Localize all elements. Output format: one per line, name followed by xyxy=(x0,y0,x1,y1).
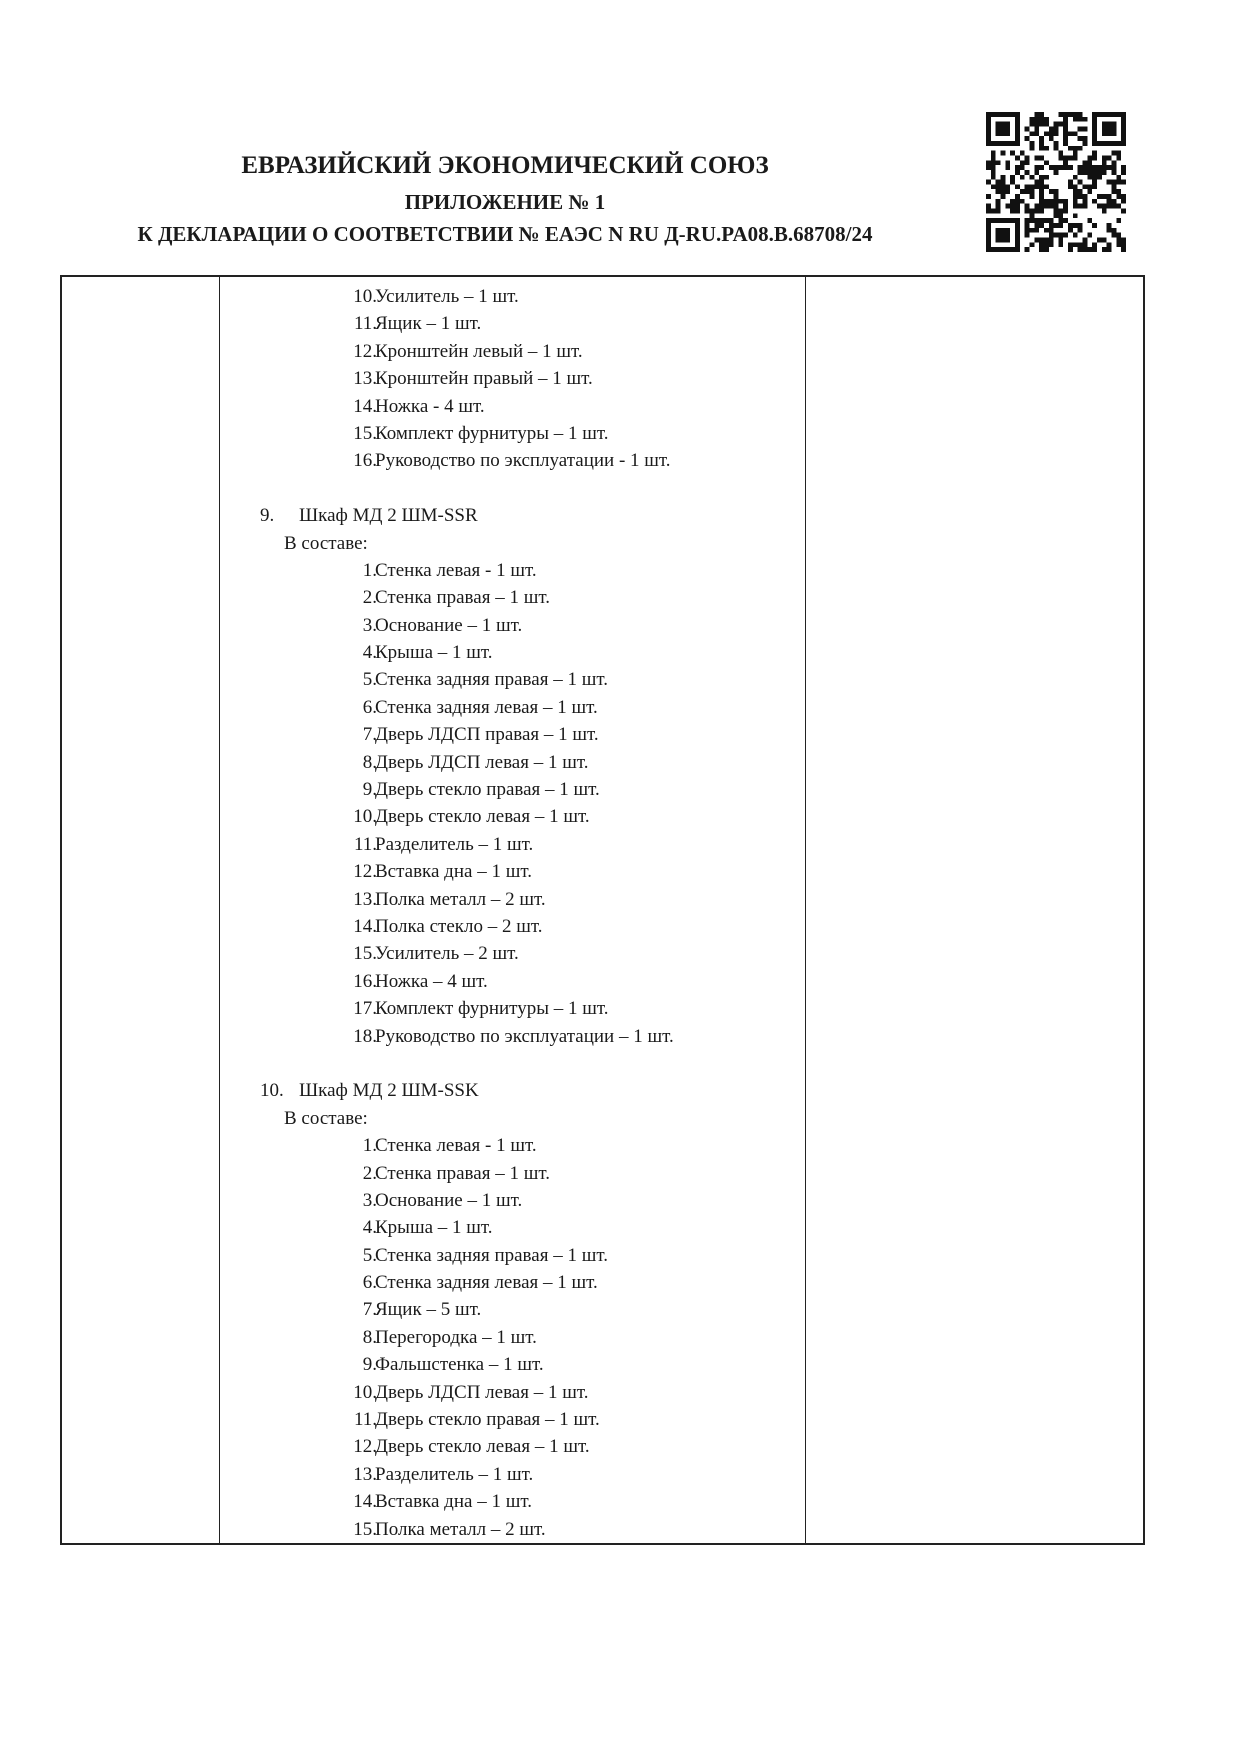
item-number: 13. xyxy=(353,1463,377,1485)
item-text: Стенка задняя левая – 1 шт. xyxy=(375,696,598,718)
components-table xyxy=(60,275,1145,1545)
list-item xyxy=(62,803,1143,830)
list-item xyxy=(62,1433,1143,1460)
item-text: Ящик – 5 шт. xyxy=(375,1299,482,1321)
item-text: Дверь стекло левая – 1 шт. xyxy=(375,1436,590,1458)
item-text: Основание – 1 шт. xyxy=(375,1189,523,1211)
item-number: 12. xyxy=(353,340,377,362)
item-text: Руководство по эксплуатации - 1 шт. xyxy=(375,450,671,472)
item-number: 10. xyxy=(353,286,377,307)
list-item xyxy=(62,1296,1143,1323)
list-item xyxy=(62,584,1143,611)
list-item xyxy=(62,1488,1143,1515)
item-text: Дверь стекло левая – 1 шт. xyxy=(375,806,590,828)
item-number: 4. xyxy=(362,1217,377,1239)
list-item xyxy=(62,557,1143,584)
item-text: Стенка левая - 1 шт. xyxy=(375,1135,537,1157)
item-number: 11. xyxy=(353,1409,377,1431)
item-number: 4. xyxy=(362,642,377,664)
item-text: Вставка дна – 1 шт. xyxy=(375,1491,532,1513)
item-number: 1. xyxy=(362,559,377,581)
appendix-title: ПРИЛОЖЕНИЕ № 1 xyxy=(404,190,606,214)
qr-code-icon xyxy=(986,112,1126,252)
list-item xyxy=(62,995,1143,1022)
item-text: Ножка – 4 шт. xyxy=(375,970,488,992)
item-number: 11. xyxy=(353,313,377,335)
item-text: Дверь стекло правая – 1 шт. xyxy=(375,1409,600,1431)
item-text: Стенка правая – 1 шт. xyxy=(375,1162,550,1184)
item-number: 12. xyxy=(353,861,377,883)
item-number: 10. xyxy=(353,1381,377,1403)
item-text: Стенка правая – 1 шт. xyxy=(375,587,550,609)
item-text: Комплект фурнитуры – 1 шт. xyxy=(375,998,609,1020)
item-number: 6. xyxy=(362,1272,377,1294)
list-item xyxy=(62,393,1143,420)
item-text: Дверь ЛДСП левая – 1 шт. xyxy=(375,751,589,773)
item-text: Ножка - 4 шт. xyxy=(375,395,485,417)
list-item xyxy=(62,694,1143,721)
item-text: Полка металл – 2 шт. xyxy=(375,1518,546,1540)
list-item xyxy=(62,612,1143,639)
declaration-number: К ДЕКЛАРАЦИИ О СООТВЕТСТВИИ № ЕАЭС N RU Д-RU.PA08.B.68708/24 xyxy=(137,222,873,246)
item-number: 9. xyxy=(362,1354,377,1376)
list-item xyxy=(62,886,1143,913)
union-title: ЕВРАЗИЙСКИЙ ЭКОНОМИЧЕСКИЙ СОЮЗ xyxy=(241,152,769,179)
list-item xyxy=(62,831,1143,858)
list-item xyxy=(62,1406,1143,1433)
list-item xyxy=(62,1214,1143,1241)
item-number: 18. xyxy=(353,1025,377,1047)
item-number: 13. xyxy=(353,888,377,910)
section-label xyxy=(62,1105,1143,1132)
item-text: Комплект фурнитуры – 1 шт. xyxy=(375,422,609,444)
item-number: 6. xyxy=(362,696,377,718)
item-number: 3. xyxy=(362,614,377,636)
item-text: Дверь стекло правая – 1 шт. xyxy=(375,779,600,801)
list-item xyxy=(62,1242,1143,1269)
item-text: Стенка задняя левая – 1 шт. xyxy=(375,1272,598,1294)
item-number: 2. xyxy=(362,587,377,609)
item-text: Дверь ЛДСП левая – 1 шт. xyxy=(375,1381,589,1403)
list-item xyxy=(62,420,1143,447)
item-text: Разделитель – 1 шт. xyxy=(375,1463,534,1485)
list-item xyxy=(62,338,1143,365)
list-item xyxy=(62,1516,1143,1543)
item-text: Кронштейн левый – 1 шт. xyxy=(375,340,583,362)
item-text: Фальшстенка – 1 шт. xyxy=(375,1354,544,1376)
list-item xyxy=(62,913,1143,940)
item-text: Дверь ЛДСП правая – 1 шт. xyxy=(375,724,599,746)
item-number: 15. xyxy=(353,422,377,444)
list-item xyxy=(62,310,1143,337)
item-text: Перегородка – 1 шт. xyxy=(375,1326,537,1348)
item-number: 16. xyxy=(353,970,377,992)
item-text: Шкаф МД 2 ШМ-SSK xyxy=(299,1080,479,1102)
item-text: Стенка задняя правая – 1 шт. xyxy=(375,1244,608,1266)
item-number: 10. xyxy=(353,806,377,828)
item-number: 5. xyxy=(362,1244,377,1266)
item-text: В составе: xyxy=(284,532,368,554)
list-item xyxy=(62,1379,1143,1406)
item-number: 14. xyxy=(353,395,377,417)
spacer xyxy=(62,475,1143,502)
item-number: 9. xyxy=(260,505,275,527)
list-item xyxy=(62,721,1143,748)
item-text: Кронштейн правый – 1 шт. xyxy=(375,368,593,390)
item-number: 13. xyxy=(353,368,377,390)
item-number: 14. xyxy=(353,1491,377,1513)
section-title xyxy=(62,1077,1143,1104)
item-number: 10. xyxy=(260,1080,284,1102)
item-text: Стенка левая - 1 шт. xyxy=(375,559,537,581)
item-text: Вставка дна – 1 шт. xyxy=(375,861,532,883)
item-number: 3. xyxy=(362,1189,377,1211)
item-text: Руководство по эксплуатации – 1 шт. xyxy=(375,1025,674,1047)
item-text: Крыша – 1 шт. xyxy=(375,1217,493,1239)
item-number: 11. xyxy=(353,833,377,855)
list-item xyxy=(62,283,1143,310)
list-item xyxy=(62,447,1143,474)
item-number: 1. xyxy=(362,1135,377,1157)
components-list xyxy=(62,283,1143,1543)
list-item xyxy=(62,639,1143,666)
item-number: 8. xyxy=(362,751,377,773)
list-item xyxy=(62,365,1143,392)
item-text: Полка стекло – 2 шт. xyxy=(375,915,543,937)
item-number: 7. xyxy=(362,1299,377,1321)
list-item xyxy=(62,749,1143,776)
item-number: 9. xyxy=(362,779,377,801)
item-number: 12. xyxy=(353,1436,377,1458)
item-text: Шкаф МД 2 ШМ-SSR xyxy=(299,505,478,527)
list-item xyxy=(62,858,1143,885)
list-item xyxy=(62,1324,1143,1351)
item-text: Ящик – 1 шт. xyxy=(375,313,482,335)
item-text: Основание – 1 шт. xyxy=(375,614,523,636)
item-number: 15. xyxy=(353,1518,377,1540)
item-text: Полка металл – 2 шт. xyxy=(375,888,546,910)
section-title xyxy=(62,502,1143,529)
item-text: Усилитель – 2 шт. xyxy=(375,943,519,965)
item-number: 5. xyxy=(362,669,377,691)
list-item xyxy=(62,1023,1143,1050)
list-item xyxy=(62,1187,1143,1214)
list-item xyxy=(62,1461,1143,1488)
list-item xyxy=(62,1132,1143,1159)
list-item xyxy=(62,666,1143,693)
item-text: Усилитель – 1 шт. xyxy=(375,286,519,307)
item-text: Разделитель – 1 шт. xyxy=(375,833,534,855)
list-item xyxy=(62,1351,1143,1378)
item-number: 14. xyxy=(353,915,377,937)
item-number: 7. xyxy=(362,724,377,746)
list-item xyxy=(62,1269,1143,1296)
item-number: 2. xyxy=(362,1162,377,1184)
item-number: 16. xyxy=(353,450,377,472)
list-item xyxy=(62,968,1143,995)
item-text: В составе: xyxy=(284,1107,368,1129)
item-text: Крыша – 1 шт. xyxy=(375,642,493,664)
item-number: 8. xyxy=(362,1326,377,1348)
list-item xyxy=(62,940,1143,967)
list-item xyxy=(62,776,1143,803)
item-number: 15. xyxy=(353,943,377,965)
item-number: 17. xyxy=(353,998,377,1020)
spacer xyxy=(62,1050,1143,1077)
list-item xyxy=(62,1160,1143,1187)
section-label xyxy=(62,530,1143,557)
item-text: Стенка задняя правая – 1 шт. xyxy=(375,669,608,691)
